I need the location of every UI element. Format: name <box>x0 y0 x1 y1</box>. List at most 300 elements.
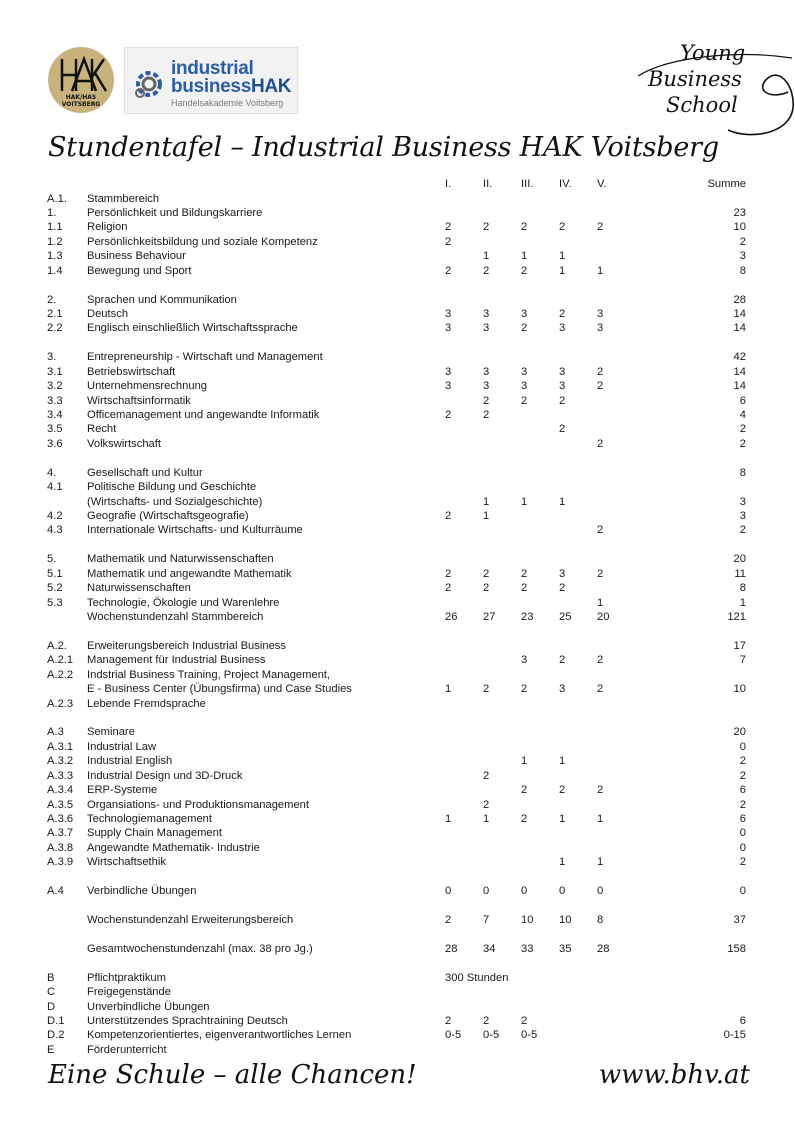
row-sum: 158 <box>727 942 746 955</box>
row-year-2: 2 <box>483 567 490 580</box>
row-year-1: 2 <box>445 264 452 277</box>
row-number: A.2.2 <box>47 668 74 681</box>
row-number: A.3 <box>47 726 64 739</box>
row-number: 3.4 <box>47 408 63 421</box>
table-row <box>0 437 795 452</box>
row-sum: 42 <box>733 351 746 364</box>
row-year-1: 3 <box>445 322 452 335</box>
row-subject: Industrial Design und 3D-Druck <box>87 769 243 782</box>
row-subject: Persönlichkeitsbildung und soziale Kompetenz <box>87 235 318 248</box>
row-year-3: 3 <box>521 380 528 393</box>
row-year-1: 3 <box>445 307 452 320</box>
row-number: 1. <box>47 206 57 219</box>
row-number: 3.2 <box>47 380 63 393</box>
row-sum: 0 <box>739 740 746 753</box>
row-year-2: 2 <box>483 221 490 234</box>
table-row <box>0 552 795 567</box>
row-subject: (Wirtschafts- und Sozialgeschichte) <box>87 495 263 508</box>
row-year-2: 2 <box>483 683 490 696</box>
row-year-2: 2 <box>483 798 490 811</box>
table-row <box>0 942 795 957</box>
row-subject: Politische Bildung und Geschichte <box>87 481 257 494</box>
row-year-4: 10 <box>559 914 572 926</box>
row-year-3: 2 <box>521 322 528 335</box>
row-year-1: 300 Stunden <box>445 971 509 984</box>
row-sum: 0-15 <box>723 1029 746 1042</box>
row-subject: Englisch einschließlich Wirtschaftssprache <box>87 322 298 335</box>
row-subject: E - Business Center (Übungsfirma) und Case Studies <box>87 683 352 696</box>
row-number: A.4 <box>47 885 64 898</box>
row-year-3: 10 <box>521 914 534 926</box>
row-year-5: 2 <box>597 524 604 537</box>
table-row <box>0 567 795 582</box>
table-row <box>0 1014 795 1029</box>
row-year-1: 0-5 <box>445 1029 462 1042</box>
page-title: Stundentafel – Industrial Business HAK Voitsberg <box>48 132 719 163</box>
row-subject: Angewandte Mathematik- Industrie <box>87 841 260 854</box>
row-subject: Religion <box>87 221 128 234</box>
row-year-1: 28 <box>445 942 458 955</box>
row-year-3: 3 <box>521 654 528 667</box>
row-year-2: 2 <box>483 769 490 782</box>
row-year-3: 2 <box>521 784 528 797</box>
table-row <box>0 783 795 798</box>
header-year-3: III. <box>521 178 534 190</box>
table-row <box>0 192 795 207</box>
table-row <box>0 581 795 596</box>
hak-logo-line1: HAK/HAS <box>65 94 97 101</box>
row-subject: Erweiterungsbereich Industrial Business <box>87 639 286 652</box>
row-year-3: 33 <box>521 942 534 955</box>
row-subject: Wirtschaftsethik <box>87 856 166 869</box>
ib-logo-business: business <box>171 76 251 97</box>
row-subject: Wirtschaftsinformatik <box>87 394 191 407</box>
row-sum: 3 <box>739 250 746 263</box>
ybs-word-3: School <box>666 93 738 117</box>
row-year-5: 2 <box>597 380 604 393</box>
row-year-5: 2 <box>597 683 604 696</box>
table-row <box>0 235 795 250</box>
row-number: 3.3 <box>47 394 63 407</box>
row-number: A.2. <box>47 639 67 652</box>
row-year-4: 1 <box>559 495 566 508</box>
row-year-2: 1 <box>483 812 490 825</box>
row-number: A.1. <box>47 192 67 205</box>
row-year-4: 35 <box>559 942 572 955</box>
row-sum: 4 <box>739 408 746 421</box>
row-sum: 14 <box>733 322 746 335</box>
row-year-5: 1 <box>597 856 604 869</box>
row-subject: Persönlichkeit und Bildungskarriere <box>87 206 263 219</box>
table-row <box>0 480 795 495</box>
row-sum: 6 <box>739 812 746 825</box>
row-year-3: 1 <box>521 495 528 508</box>
table-row <box>0 220 795 235</box>
row-year-2: 2 <box>483 1015 490 1027</box>
table-row <box>0 350 795 365</box>
table-row <box>0 798 795 813</box>
row-year-4: 2 <box>559 423 566 436</box>
row-sum: 8 <box>739 264 746 277</box>
row-sum: 0 <box>739 827 746 840</box>
row-year-1: 2 <box>445 235 452 248</box>
row-subject: ERP-Systeme <box>87 784 158 797</box>
row-year-4: 2 <box>559 394 566 407</box>
table-row <box>0 293 795 308</box>
row-year-5: 2 <box>597 567 604 580</box>
row-subject: Förderunterricht <box>87 1043 167 1056</box>
row-sum: 2 <box>739 235 746 248</box>
row-year-3: 0-5 <box>521 1029 538 1042</box>
row-subject: Wochenstundenzahl Erweiterungsbereich <box>87 914 294 926</box>
row-year-2: 7 <box>483 914 490 926</box>
row-year-5: 20 <box>597 610 610 623</box>
row-number: 2. <box>47 293 57 306</box>
row-number: A.3.5 <box>47 798 74 811</box>
row-sum: 8 <box>739 582 746 595</box>
table-row <box>0 206 795 221</box>
ib-logo-line2 <box>171 77 291 96</box>
row-number: B <box>47 971 55 984</box>
row-year-1: 3 <box>445 380 452 393</box>
row-year-2: 2 <box>483 394 490 407</box>
table-row <box>0 769 795 784</box>
row-sum: 2 <box>739 755 746 768</box>
row-number: C <box>47 986 56 999</box>
row-year-1: 2 <box>445 1015 452 1027</box>
row-subject: Verbindliche Übungen <box>87 885 197 898</box>
row-year-3: 1 <box>521 755 528 768</box>
row-year-5: 3 <box>597 307 604 320</box>
row-subject: Stammbereich <box>87 192 160 205</box>
table-row <box>0 495 795 510</box>
row-sum: 11 <box>734 567 746 580</box>
row-year-1: 2 <box>445 914 452 926</box>
row-year-1: 2 <box>445 567 452 580</box>
row-number: A.3.4 <box>47 784 74 797</box>
row-year-5: 2 <box>597 221 604 234</box>
row-sum: 6 <box>739 784 746 797</box>
row-number: A.3.2 <box>47 755 74 768</box>
row-subject: Industrial English <box>87 755 173 768</box>
row-year-1: 26 <box>445 610 458 623</box>
row-year-2: 3 <box>483 322 490 335</box>
row-number: 1.4 <box>47 264 63 277</box>
row-number: A.3.1 <box>47 740 74 753</box>
row-number: A.3.6 <box>47 812 74 825</box>
row-year-3: 2 <box>521 1015 528 1027</box>
gear-icon <box>131 66 167 102</box>
row-number: 3. <box>47 351 57 364</box>
row-year-1: 1 <box>445 812 452 825</box>
row-number: 4. <box>47 466 57 479</box>
row-year-5: 28 <box>597 942 610 955</box>
row-year-2: 2 <box>483 264 490 277</box>
row-year-4: 3 <box>559 322 566 335</box>
row-subject: Freigegenstände <box>87 986 171 999</box>
row-year-4: 2 <box>559 221 566 234</box>
row-number: D.1 <box>47 1015 65 1027</box>
row-number: 5.3 <box>47 596 63 609</box>
row-number: A.2.3 <box>47 697 74 710</box>
row-year-4: 25 <box>559 610 572 623</box>
row-sum: 23 <box>733 206 746 219</box>
table-header <box>0 177 795 192</box>
row-year-4: 1 <box>559 755 566 768</box>
hak-logo <box>48 47 114 113</box>
row-subject: Geografie (Wirtschaftsgeografie) <box>87 509 249 522</box>
table-row <box>0 1043 795 1058</box>
row-sum: 10 <box>733 221 746 234</box>
row-sum: 2 <box>739 437 746 450</box>
header-year-2: II. <box>483 178 493 190</box>
row-year-4: 3 <box>559 380 566 393</box>
row-number: 2.1 <box>47 307 63 320</box>
row-subject: Unverbindliche Übungen <box>87 1000 210 1013</box>
row-subject: Technologie, Ökologie und Warenlehre <box>87 596 280 609</box>
table-row <box>0 841 795 856</box>
row-year-1: 2 <box>445 509 452 522</box>
row-number: 5.1 <box>47 567 63 580</box>
table-row <box>0 913 795 928</box>
row-number: A.3.3 <box>47 769 74 782</box>
row-number: A.3.9 <box>47 856 74 869</box>
row-number: A.2.1 <box>47 654 74 667</box>
row-subject: Deutsch <box>87 307 129 320</box>
table-row <box>0 653 795 668</box>
row-year-3: 2 <box>521 394 528 407</box>
young-business-school-logo <box>630 38 795 138</box>
row-subject: Recht <box>87 423 117 436</box>
row-sum: 2 <box>739 856 746 869</box>
row-number: 3.6 <box>47 437 63 450</box>
row-subject: Supply Chain Management <box>87 827 222 840</box>
row-year-5: 2 <box>597 437 604 450</box>
header-year-5: V. <box>597 178 607 190</box>
ib-logo-hak: HAK <box>250 76 292 97</box>
row-sum: 6 <box>739 1015 746 1027</box>
row-year-1: 2 <box>445 408 452 421</box>
row-subject: Naturwissenschaften <box>87 582 191 595</box>
table-row <box>0 509 795 524</box>
footer-slogan: Eine Schule – alle Chancen! <box>48 1060 417 1090</box>
row-year-4: 1 <box>559 264 566 277</box>
row-subject: Sprachen und Kommunikation <box>87 293 237 306</box>
row-year-3: 0 <box>521 885 528 898</box>
row-year-2: 3 <box>483 307 490 320</box>
row-sum: 2 <box>739 423 746 436</box>
row-year-4: 2 <box>559 654 566 667</box>
row-sum: 28 <box>733 293 746 306</box>
row-year-4: 1 <box>559 250 566 263</box>
row-subject: Volkswirtschaft <box>87 437 161 450</box>
header-sum: Summe <box>707 178 746 190</box>
row-year-2: 1 <box>483 509 490 522</box>
row-number: 5. <box>47 553 57 566</box>
table-row <box>0 610 795 625</box>
row-year-4: 2 <box>559 784 566 797</box>
row-year-4: 2 <box>559 582 566 595</box>
row-sum: 14 <box>733 307 746 320</box>
table-row <box>0 422 795 437</box>
row-year-5: 1 <box>597 812 604 825</box>
row-number: D.2 <box>47 1029 65 1042</box>
ybs-word-1: Young <box>680 41 746 65</box>
table-row <box>0 826 795 841</box>
row-number: 1.3 <box>47 250 63 263</box>
row-subject: Officemanagement und angewandte Informatik <box>87 408 320 421</box>
row-year-4: 1 <box>559 812 566 825</box>
row-year-1: 2 <box>445 221 452 234</box>
row-year-3: 23 <box>521 610 534 623</box>
row-year-5: 1 <box>597 264 604 277</box>
hak-logo-mark <box>48 47 114 113</box>
table-row <box>0 365 795 380</box>
row-number: 2.2 <box>47 322 63 335</box>
row-year-3: 3 <box>521 307 528 320</box>
industrial-business-logo <box>124 47 298 114</box>
row-year-4: 2 <box>559 307 566 320</box>
row-year-2: 2 <box>483 582 490 595</box>
row-year-2: 2 <box>483 408 490 421</box>
row-subject: Wochenstundenzahl Stammbereich <box>87 610 264 623</box>
table-row <box>0 668 795 683</box>
row-number: 5.2 <box>47 582 63 595</box>
row-year-4: 0 <box>559 885 566 898</box>
row-year-5: 2 <box>597 365 604 378</box>
row-number: E <box>47 1043 55 1056</box>
row-number: 4.2 <box>47 509 63 522</box>
row-year-3: 2 <box>521 812 528 825</box>
table-row <box>0 682 795 697</box>
row-number: A.3.8 <box>47 841 74 854</box>
row-year-4: 3 <box>559 683 566 696</box>
row-year-4: 3 <box>559 365 566 378</box>
hak-logo-line2: VOITSBERG <box>61 101 101 108</box>
table-row <box>0 394 795 409</box>
header-year-4: IV. <box>559 178 572 190</box>
table-row <box>0 596 795 611</box>
row-subject: Unternehmensrechnung <box>87 380 208 393</box>
table-row <box>0 249 795 264</box>
row-year-5: 2 <box>597 654 604 667</box>
row-sum: 1 <box>739 596 746 609</box>
row-sum: 6 <box>739 394 746 407</box>
table-row <box>0 639 795 654</box>
table-row <box>0 985 795 1000</box>
row-subject: Lebende Fremdsprache <box>87 697 206 710</box>
row-number: A.3.7 <box>47 827 74 840</box>
table-row <box>0 725 795 740</box>
row-year-3: 2 <box>521 567 528 580</box>
row-subject: Pflichtpraktikum <box>87 971 166 984</box>
row-sum: 2 <box>739 524 746 537</box>
row-year-5: 1 <box>597 596 604 609</box>
table-row <box>0 855 795 870</box>
row-sum: 0 <box>739 885 746 898</box>
row-sum: 20 <box>733 553 746 566</box>
row-sum: 3 <box>739 509 746 522</box>
row-sum: 14 <box>733 380 746 393</box>
row-year-3: 2 <box>521 582 528 595</box>
row-subject: Bewegung und Sport <box>87 264 192 277</box>
row-number: 3.5 <box>47 423 63 436</box>
row-year-2: 0-5 <box>483 1029 500 1042</box>
row-subject: Indstrial Business Training, Project Management, <box>87 668 331 681</box>
table-row <box>0 812 795 827</box>
table-row <box>0 884 795 899</box>
row-year-5: 3 <box>597 322 604 335</box>
row-number: 3.1 <box>47 365 63 378</box>
table-row <box>0 754 795 769</box>
row-sum: 7 <box>739 654 746 667</box>
row-year-3: 1 <box>521 250 528 263</box>
row-year-3: 2 <box>521 683 528 696</box>
row-subject: Internationale Wirtschafts- und Kulturräume <box>87 524 303 537</box>
table-row <box>0 307 795 322</box>
row-year-2: 27 <box>483 610 496 623</box>
row-year-3: 2 <box>521 221 528 234</box>
row-year-2: 3 <box>483 365 490 378</box>
row-number: D <box>47 1000 56 1013</box>
row-year-2: 1 <box>483 495 490 508</box>
row-sum: 17 <box>733 639 746 652</box>
row-sum: 37 <box>733 914 746 926</box>
row-year-5: 8 <box>597 914 604 926</box>
row-sum: 10 <box>733 683 746 696</box>
ib-logo-subtitle: Handelsakademie Voitsberg <box>171 98 284 108</box>
row-sum: 14 <box>733 365 746 378</box>
row-subject: Gesellschaft und Kultur <box>87 466 203 479</box>
row-subject: Business Behaviour <box>87 250 186 263</box>
row-year-2: 34 <box>483 942 496 955</box>
footer-url[interactable]: www.bhv.at <box>598 1060 750 1090</box>
table-row <box>0 408 795 423</box>
row-year-1: 1 <box>445 683 452 696</box>
row-year-5: 0 <box>597 885 604 898</box>
table-row <box>0 1028 795 1043</box>
row-subject: Mathematik und angewandte Mathematik <box>87 567 292 580</box>
table-row <box>0 321 795 336</box>
row-year-2: 0 <box>483 885 490 898</box>
row-sum: 8 <box>739 466 746 479</box>
row-number: 4.1 <box>47 481 63 494</box>
row-number: 4.3 <box>47 524 63 537</box>
table-row <box>0 971 795 986</box>
row-subject: Gesamtwochenstundenzahl (max. 38 pro Jg.) <box>87 942 313 955</box>
row-subject: Seminare <box>87 726 135 739</box>
row-subject: Technologiemanagement <box>87 812 213 825</box>
row-year-1: 3 <box>445 365 452 378</box>
row-subject: Unterstützendes Sprachtraining Deutsch <box>87 1015 288 1027</box>
row-sum: 0 <box>739 841 746 854</box>
row-year-4: 1 <box>559 856 566 869</box>
row-subject: Mathematik und Naturwissenschaften <box>87 553 274 566</box>
row-sum: 20 <box>733 726 746 739</box>
row-subject: Industrial Law <box>87 740 157 753</box>
table-row <box>0 264 795 279</box>
row-number: 1.2 <box>47 235 63 248</box>
ybs-word-2: Business <box>648 67 742 91</box>
row-subject: Management für Industrial Business <box>87 654 266 667</box>
row-subject: Betriebswirtschaft <box>87 365 176 378</box>
row-sum: 2 <box>739 798 746 811</box>
row-year-3: 2 <box>521 264 528 277</box>
row-year-2: 3 <box>483 380 490 393</box>
header-year-1: I. <box>445 178 452 190</box>
table-row <box>0 697 795 712</box>
row-year-4: 3 <box>559 567 566 580</box>
